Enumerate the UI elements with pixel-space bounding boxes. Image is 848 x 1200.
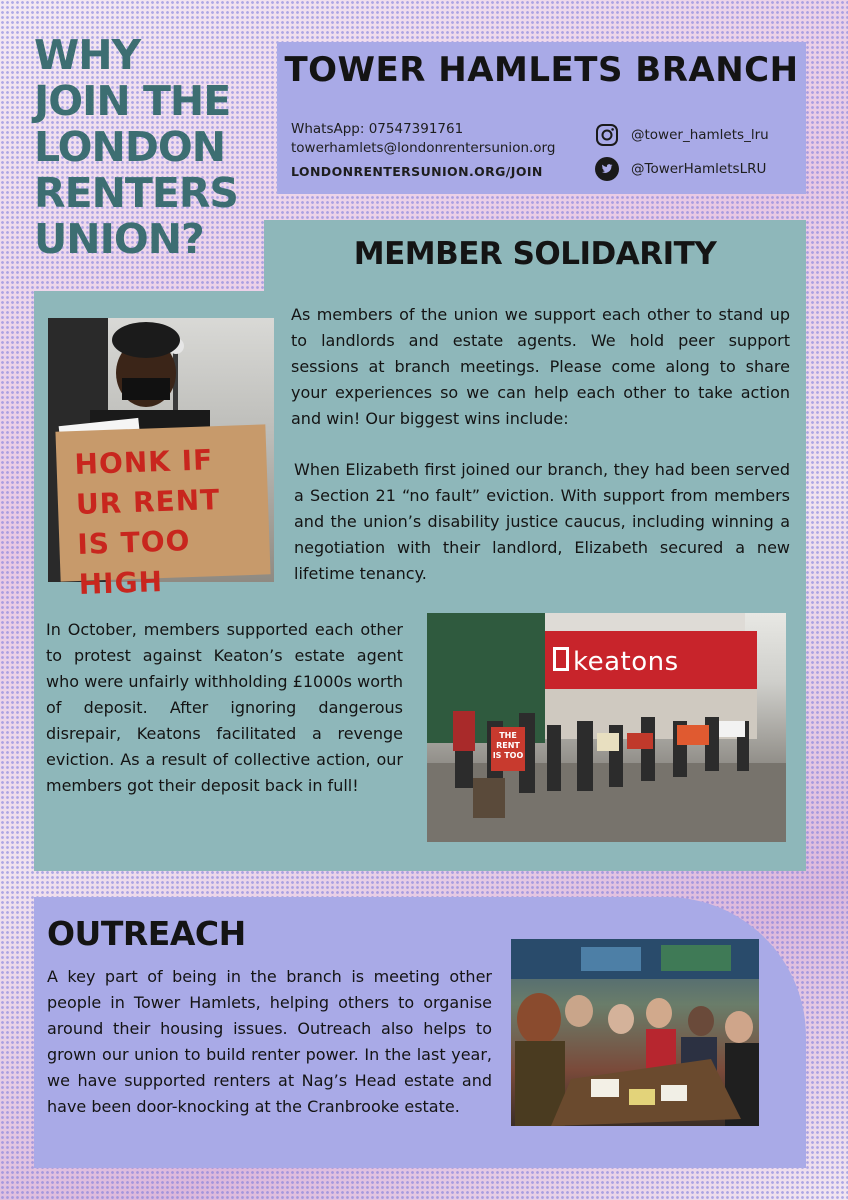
branch-title: TOWER HAMLETS BRANCH xyxy=(284,50,799,90)
protest-sign xyxy=(55,424,270,601)
keatons-protest-photo xyxy=(427,613,786,842)
outreach-title: OUTREACH xyxy=(47,914,246,953)
heading-line: WHY xyxy=(34,31,141,79)
twitter-handle: @TowerHamletsLRU xyxy=(631,161,767,177)
keatons-logo-mark xyxy=(553,647,569,671)
instagram-handle: @tower_hamlets_lru xyxy=(631,127,769,143)
branch-contact-panel xyxy=(277,42,806,194)
join-link[interactable]: LONDONRENTERSUNION.ORG/JOIN xyxy=(291,164,543,179)
whatsapp-number: WhatsApp: 07547391761 xyxy=(291,121,464,137)
heading-line: UNION? xyxy=(34,215,204,263)
heading-line: JOIN THE xyxy=(34,77,231,125)
email-link[interactable]: towerhamlets@londonrentersunion.org xyxy=(291,140,556,156)
placard-line: THE xyxy=(499,731,517,740)
elizabeth-story: When Elizabeth first joined our branch, they had been served a Section 21 “no fault” eviction. With support from members and the union’s disability justice caucus, including winning a negotiation with their landlord, Elizabeth secured a new lifetime tenancy. xyxy=(294,460,790,583)
twitter-icon xyxy=(595,157,619,181)
instagram-link[interactable] xyxy=(595,118,769,152)
instagram-icon xyxy=(595,123,619,147)
sign-line: IS TOO HIGH xyxy=(76,524,191,601)
solidarity-title: MEMBER SOLIDARITY xyxy=(353,236,717,272)
contact-details xyxy=(291,120,555,181)
placard-line: RENT xyxy=(496,741,520,750)
keatons-shop-sign: keatons xyxy=(573,647,679,677)
outreach-group-photo xyxy=(511,939,759,1126)
social-links xyxy=(595,118,769,186)
solidarity-intro: As members of the union we support each other to stand up to landlords and estate agents. We hold peer support sessions at branch meetings. Please come along to share your experiences so we can help each other to take action and win! Our biggest wins include: xyxy=(291,305,790,428)
twitter-link[interactable] xyxy=(595,152,769,186)
placard-line: IS TOO xyxy=(492,751,524,760)
sign-line: HONK IF xyxy=(74,443,214,482)
outreach-text: A key part of being in the branch is meeting other people in Tower Hamlets, helping others to organise around their housing issues. Outreach also helps to grown our union to build renter power. In the last year, we have supported renters at Nag’s Head estate and have been door-knocking at the Cranbrooke estate. xyxy=(47,967,492,1116)
heading-line: RENTERS xyxy=(34,169,238,217)
sign-line: UR RENT xyxy=(75,483,221,522)
protester-sign-photo xyxy=(48,318,274,601)
rent-placard xyxy=(491,727,525,771)
why-join-heading xyxy=(34,32,264,262)
heading-line: LONDON xyxy=(34,123,226,171)
keatons-story: In October, members supported each other to protest against Keaton’s estate agent who were unfairly withholding £1000s worth of deposit. After ignoring dangerous disrepair, Keatons facilitated a revenge eviction. As a result of collective action, our members got their deposit back in full! xyxy=(46,620,403,795)
